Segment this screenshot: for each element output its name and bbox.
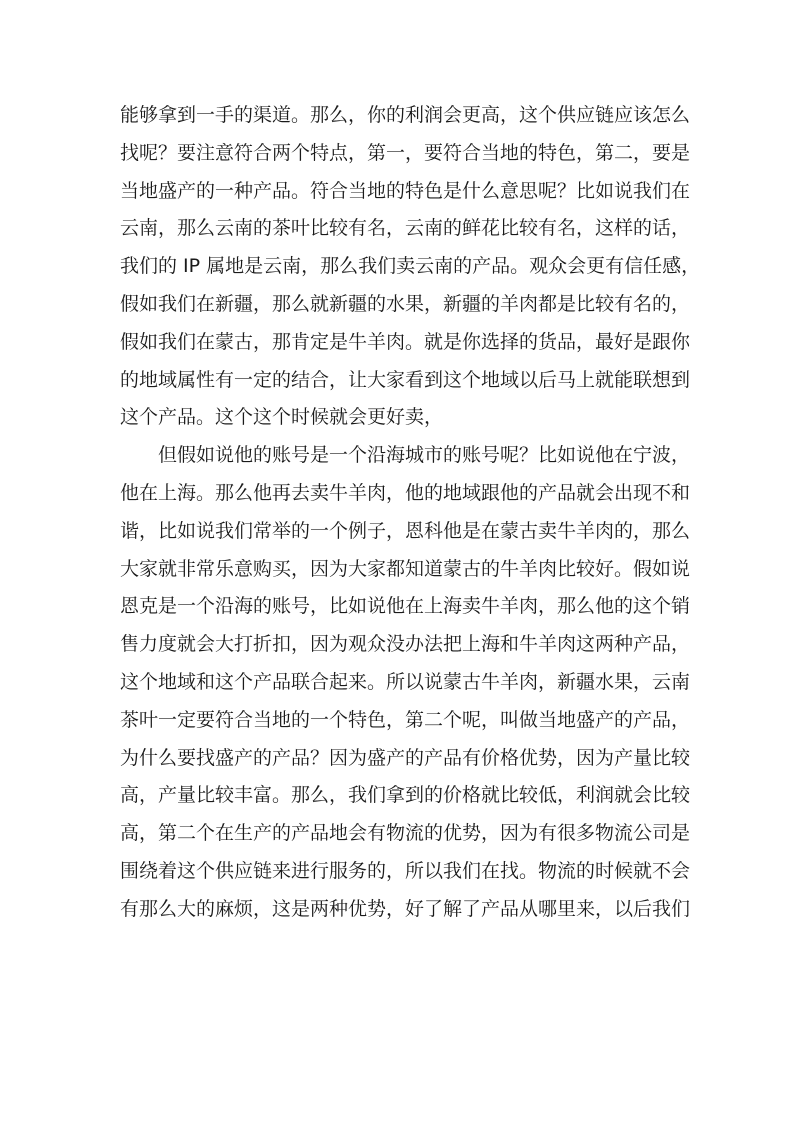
paragraph-2-line-4: 大家就非常乐意购买，因为大家都知道蒙古的牛羊肉比较好。假如说: [120, 557, 691, 580]
paragraph-2-line-8: 茶叶一定要符合当地的一个特色，第二个呢，叫做当地盛产的产品，: [120, 708, 691, 731]
paragraph-2-line-11: 高，第二个在生产的产品地会有物流的优势，因为有很多物流公司是: [120, 822, 691, 845]
paragraph-2-line-2: 他在上海。那么他再去卖牛羊肉，他的地域跟他的产品就会出现不和: [120, 481, 691, 504]
paragraph-2-line-6: 售力度就会大打折扣，因为观众没办法把上海和牛羊肉这两种产品，: [120, 633, 691, 656]
paragraph-1-line-9: 这个产品。这个这个时候就会更好卖，: [120, 406, 444, 429]
paragraph-1-line-4: 云南，那么云南的茶叶比较有名，云南的鲜花比较有名，这样的话，: [120, 217, 691, 240]
paragraph-2-line-10: 高，产量比较丰富。那么，我们拿到的价格就比较低，利润就会比较: [120, 784, 691, 807]
paragraph-2-line-1: 但假如说他的账号是一个沿海城市的账号呢？比如说他在宁波，: [158, 444, 691, 467]
paragraph-1-line-5: 我们的 IP 属地是云南，那么我们卖云南的产品。观众会更有信任感，: [120, 255, 701, 278]
paragraph-2-line-7: 这个地域和这个产品联合起来。所以说蒙古牛羊肉，新疆水果，云南: [120, 670, 691, 693]
paragraph-2-line-9: 为什么要找盛产的产品？因为盛产的产品有价格优势，因为产量比较: [120, 746, 691, 769]
paragraph-2-line-3: 谐，比如说我们常举的一个例子，恩科他是在蒙古卖牛羊肉的，那么: [120, 519, 691, 542]
paragraph-2-line-12: 围绕着这个供应链来进行服务的，所以我们在找。物流的时候就不会: [120, 859, 691, 882]
paragraph-1-line-8: 的地域属性有一定的结合，让大家看到这个地域以后马上就能联想到: [120, 368, 691, 391]
paragraph-2-line-5: 恩克是一个沿海的账号，比如说他在上海卖牛羊肉，那么他的这个销: [120, 595, 691, 618]
body-text: [120, 97, 701, 929]
paragraph-1-line-3: 当地盛产的一种产品。符合当地的特色是什么意思呢？比如说我们在: [120, 179, 691, 202]
paragraph-1-line-1: 能够拿到一手的渠道。那么，你的利润会更高，这个供应链应该怎么: [120, 104, 691, 126]
paragraph-1-line-7: 假如我们在蒙古，那肯定是牛羊肉。就是你选择的货品，最好是跟你: [120, 330, 691, 353]
paragraph-2-line-13: 有那么大的麻烦，这是两种优势，好了解了产品从哪里来，以后我们: [120, 897, 691, 920]
paragraph-1-line-6: 假如我们在新疆，那么就新疆的水果，新疆的羊肉都是比较有名的，: [120, 292, 691, 315]
paragraph-1-line-2: 找呢？要注意符合两个特点，第一，要符合当地的特色，第二，要是: [120, 141, 691, 164]
